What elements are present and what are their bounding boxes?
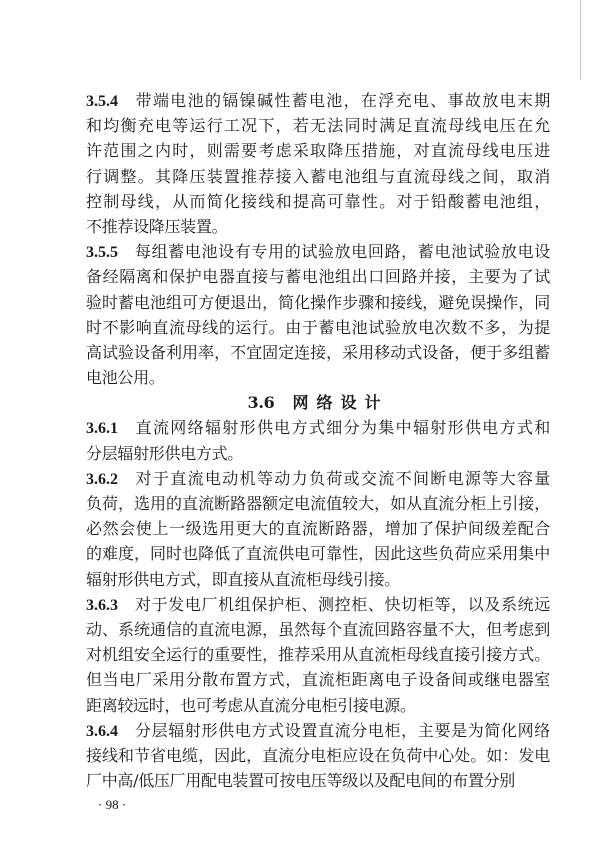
line-text: 控制母线，从而简化接线和提高可靠性。对于铅酸蓄电池组， xyxy=(86,191,550,211)
text-line xyxy=(86,138,550,163)
line-text: 高试验设备利用率，不宜固定连接，采用移动式设备，便于多组蓄 xyxy=(86,342,550,362)
text-line xyxy=(86,415,550,440)
text-line xyxy=(86,164,550,189)
text-line xyxy=(86,516,550,541)
line-text: 许范围之内时，则需要考虑采取降压措施，对直流母线电压进 xyxy=(86,141,550,161)
line-text: 带端电池的镉镍碱性蓄电池，在浮充电、事故放电末期 xyxy=(134,91,550,110)
line-text: 验时蓄电池组可方便退出，简化操作步骤和接线，避免误操作，同 xyxy=(86,292,550,312)
clause-number: 3.5.4 xyxy=(86,93,118,110)
page-edge-line xyxy=(580,0,581,80)
line-text: 的难度，同时也降低了直流供电可靠性，因此这些负荷应采用集中 xyxy=(86,544,550,564)
clause-3-6-4 xyxy=(86,718,550,794)
text-line xyxy=(86,315,550,340)
line-text: 不推荐设降压装置。 xyxy=(86,216,228,236)
text-line xyxy=(86,214,550,239)
line-text: 分层辐射形供电方式设置直流分电柜，主要是为简化网络 xyxy=(134,720,550,740)
text-line xyxy=(86,642,550,667)
text-line xyxy=(86,340,550,365)
text-line xyxy=(86,768,550,793)
text-line xyxy=(86,567,550,592)
line-text: 每组蓄电池设有专用的试验放电回路，蓄电池试验放电设 xyxy=(134,242,550,262)
text-line xyxy=(86,290,550,315)
clause-number: 3.5.5 xyxy=(86,244,118,262)
text-line xyxy=(86,491,550,516)
text-line xyxy=(86,264,550,289)
line-text: 时不影响直流母线的运行。由于蓄电池试验放电次数不多，为提 xyxy=(86,317,550,337)
section-number: 3.6 xyxy=(247,393,275,413)
line-text: 对于发电厂机组保护柜、测控柜、快切柜等，以及系统远 xyxy=(134,594,550,614)
line-text: 备经隔离和保护电器直接与蓄电池组出口回路并接，主要为了试 xyxy=(86,267,550,287)
line-text: 动、系统通信的直流电源，虽然每个直流回路容量不大，但考虑到 xyxy=(86,619,550,639)
line-text: 距离较远时，也可考虑从直流分电柜引接电源。 xyxy=(86,695,416,715)
clause-3-6-1 xyxy=(86,415,550,465)
page-number: · 98 · xyxy=(98,797,127,812)
line-text: 对于直流电动机等动力负荷或交流不间断电源等大容量 xyxy=(134,468,550,488)
text-line xyxy=(86,617,550,642)
line-text: 电池公用。 xyxy=(86,368,165,388)
clause-3-5-5 xyxy=(86,239,550,390)
line-text: 辐射形供电方式，即直接从直流柜母线引接。 xyxy=(86,569,401,589)
text-line xyxy=(86,239,550,264)
text-line xyxy=(86,189,550,214)
line-text: 但当电厂采用分散布置方式，直流柜距离电子设备间或继电器室 xyxy=(86,670,550,690)
clause-number: 3.6.2 xyxy=(86,470,118,488)
clause-number: 3.6.3 xyxy=(86,596,118,614)
text-line xyxy=(86,113,550,138)
text-line xyxy=(86,667,550,692)
text-line xyxy=(86,466,550,491)
text-line xyxy=(86,718,550,743)
line-text: 必然会使上一级选用更大的直流断路器，增加了保护间级差配合 xyxy=(86,519,550,539)
line-text: 直流网络辐射形供电方式细分为集中辐射形供电方式和 xyxy=(134,418,550,438)
line-text: 和均衡充电等运行工况下，若无法同时满足直流母线电压在允 xyxy=(86,116,550,136)
text-line xyxy=(86,693,550,718)
line-text: 负荷，选用的直流断路器额定电流值较大，如从直流分柜上引接， xyxy=(86,494,550,513)
line-text: 接线和节省电缆，因此，直流分电柜应设在负荷中心处。如：发电 xyxy=(86,745,550,765)
line-text: 行调整。其降压装置推荐接入蓄电池组与直流母线之间，取消 xyxy=(86,166,550,186)
section-heading xyxy=(86,390,550,415)
line-text: 对机组安全运行的重要性，推荐采用从直流柜母线直接引接方式。 xyxy=(86,645,550,665)
text-line xyxy=(86,441,550,466)
line-text: 厂中高/低压厂用配电装置可按电压等级以及配电间的布置分别 xyxy=(86,771,515,791)
line-text: 分层辐射形供电方式。 xyxy=(86,443,244,463)
text-line xyxy=(86,88,550,113)
text-line xyxy=(86,743,550,768)
clause-number: 3.6.1 xyxy=(86,420,118,438)
text-line xyxy=(86,592,550,617)
text-line xyxy=(86,365,550,390)
section-title: 网络设计 xyxy=(292,393,389,413)
text-line xyxy=(86,541,550,566)
clause-3-6-2 xyxy=(86,466,550,592)
document-body xyxy=(86,88,550,793)
clause-3-5-4 xyxy=(86,88,550,239)
clause-number: 3.6.4 xyxy=(86,722,118,740)
clause-3-6-3 xyxy=(86,592,550,718)
